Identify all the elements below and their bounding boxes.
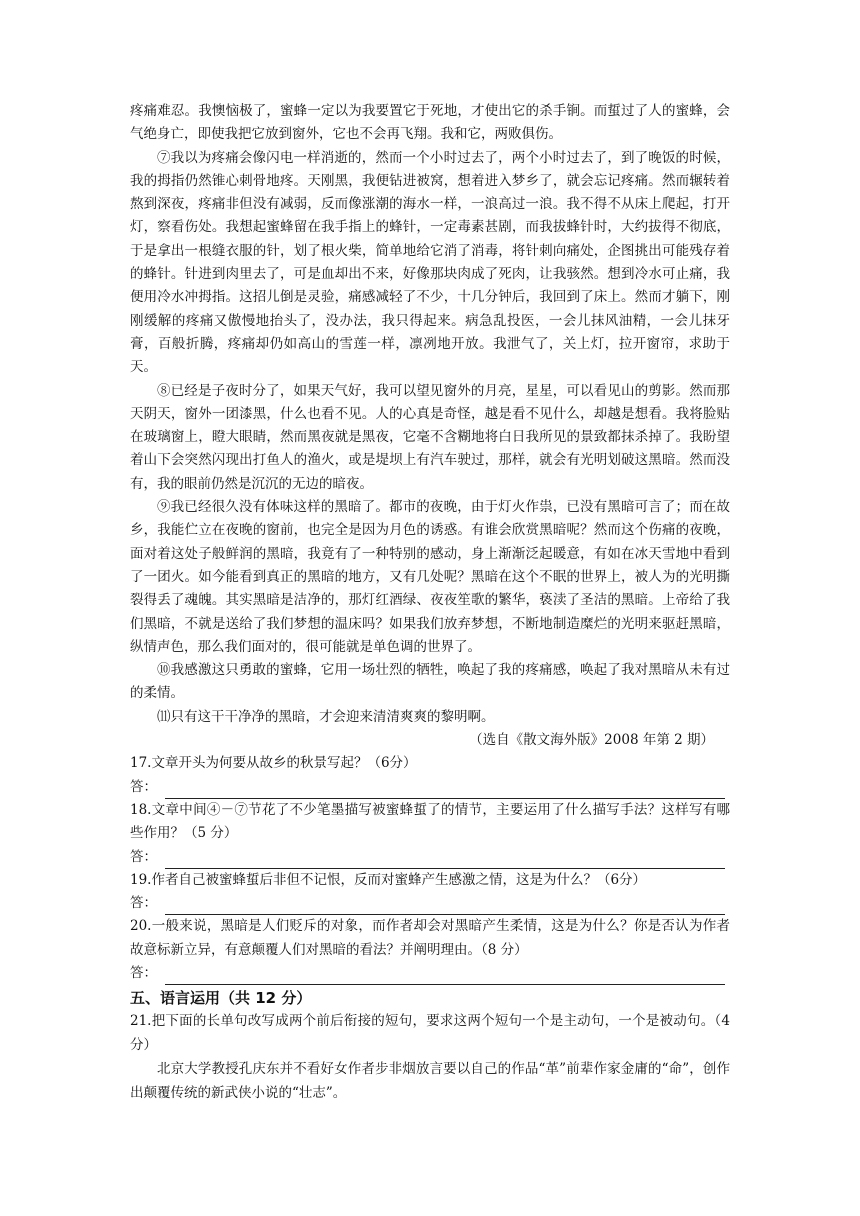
answer-line[interactable] xyxy=(130,892,730,915)
paragraph-10: ⑩我感激这只勇敢的蜜蜂，它用一场壮烈的牺牲，唤起了我的疼痛感，唤起了我对黑暗从未有过的柔情。 xyxy=(130,662,730,702)
paragraph-8: ⑧已经是子夜时分了，如果天气好，我可以望见窗外的月亮，星星，可以看见山的剪影。然而那天阴天，窗外一团漆黑，什么也看不见。人的心真是奇怪，越是看不见什么，却越是想看。我将脸贴在玻璃窗上，瞪大眼睛，然而黑夜就是黑夜，它毫不含糊地将白日我所见的景致都抹杀掉了。我盼望着山下会突然闪现出打鱼人的渔火，或是堤坝上有汽车驶过，那样，就会有光明划破这黑暗。然而没有，我的眼前仍然是沉沉的无边的暗夜。 xyxy=(130,382,730,492)
question-text: 19.作者自己被蜜蜂蜇后非但不记恨，反而对蜜蜂产生感激之情，这是为什么？（6分） xyxy=(130,871,647,888)
question-21: 21.把下面的长单句改写成两个前后衔接的短句，要求这两个短句一个是主动句，一个是被动句。（4分） xyxy=(130,1013,730,1053)
paragraph-11: ⑾只有这干干净净的黑暗，才会迎来清清爽爽的黎明啊。 xyxy=(157,708,495,725)
question-text: 17.文章开头为何要从故乡的秋景写起？（6分） xyxy=(130,755,417,772)
question-18 xyxy=(130,799,730,869)
answer-line[interactable] xyxy=(130,962,730,985)
source-citation: （选自《散文海外版》2008 年第 2 期） xyxy=(469,732,714,749)
question-21-sentence: 北京大学教授孔庆东并不看好女作者步非烟放言要以自己的作品“革”前辈作家金庸的“命”，创作出颠覆传统的新武侠小说的“壮志”。 xyxy=(130,1060,730,1101)
section-title: 五、语言运用（共 12 分） xyxy=(130,989,312,1008)
question-19 xyxy=(130,869,730,916)
question-text: 20.一般来说，黑暗是人们贬斥的对象，而作者却会对黑暗产生柔情，这是为什么？你是否认为作者故意标新立异，有意颠覆人们对黑暗的看法？并阐明理由。（8 分） xyxy=(130,918,730,958)
answer-blank[interactable] xyxy=(165,852,725,869)
answer-line[interactable] xyxy=(130,776,730,799)
answer-blank[interactable] xyxy=(165,782,725,799)
question-20 xyxy=(130,915,730,985)
answer-label: 答： xyxy=(130,848,157,865)
answer-label: 答： xyxy=(130,895,157,912)
question-17 xyxy=(130,752,730,799)
paragraph-9: ⑨我已经很久没有体味这样的黑暗了。都市的夜晚，由于灯火作祟，已没有黑暗可言了；而在故乡，我能伫立在夜晚的窗前，也完全是因为月色的诱惑。有谁会欣赏黑暗呢？然而这个伤痛的夜晚，面对着这处子般鲜润的黑暗，我竟有了一种特别的感动，身上渐渐泛起暖意，有如在冰天雪地中看到了一团火。如今能看到真正的黑暗的地方，又有几处呢？黑暗在这个不眠的世界上，被人为的光明撕裂得丢了魂魄。其实黑暗是洁净的，那灯红酒绿、夜夜笙歌的繁华，亵渎了圣洁的黑暗。上帝给了我们黑暗，不就是送给了我们梦想的温床吗？如果我们放弃梦想，不断地制造糜烂的光明来驱赶黑暗，纵情声色，那么我们面对的，很可能就是单色调的世界了。 xyxy=(130,499,730,655)
answer-label: 答： xyxy=(130,964,157,981)
paragraph-continuation: 疼痛难忍。我懊恼极了，蜜蜂一定以为我要置它于死地，才使出它的杀手锏。而蜇过了人的蜜蜂，会气绝身亡，即使我把它放到窗外，它也不会再飞翔。我和它，两败俱伤。 xyxy=(130,103,730,143)
paragraph-7: ⑦我以为疼痛会像闪电一样消逝的，然而一个小时过去了，两个小时过去了，到了晚饭的时候，我的拇指仍然锥心刺骨地疼。天刚黑，我便钻进被窝，想着进入梦乡了，就会忘记疼痛。然而辗转着熬到深夜，疼痛非但没有减弱，反而像涨潮的海水一样，一浪高过一浪。我不得不从床上爬起，打开灯，察看伤处。我想起蜜蜂留在我手指上的蜂针，一定毒素甚剧，而我拔蜂针时，大约拔得不彻底，于是拿出一根缝衣服的针，划了根火柴，简单地给它消了消毒，将针刺向痛处，企图挑出可能残存着的蜂针。针进到肉里去了，可是血却出不来，好像那块肉成了死肉，让我骇然。想到冷水可止痛，我便用冷水冲拇指。这招儿倒是灵验，痛感减轻了不少，十几分钟后，我回到了床上。然而才躺下，刚刚缓解的疼痛又傲慢地抬头了，没办法，我只得起来。病急乱投医，一会儿抹风油精，一会儿抹牙膏，百般折腾，疼痛却仍如高山的雪莲一样，凛冽地开放。我泄气了，关上灯，拉开窗帘，求助于天。 xyxy=(130,149,730,376)
question-text: 18.文章中间④－⑦节花了不少笔墨描写被蜜蜂蜇了的情节，主要运用了什么描写手法？这样写有哪些作用？（5 分） xyxy=(130,801,730,842)
answer-label: 答： xyxy=(130,778,157,795)
answer-blank[interactable] xyxy=(165,898,725,915)
answer-line[interactable] xyxy=(130,846,730,869)
answer-blank[interactable] xyxy=(165,968,725,985)
document-page xyxy=(130,100,730,1105)
